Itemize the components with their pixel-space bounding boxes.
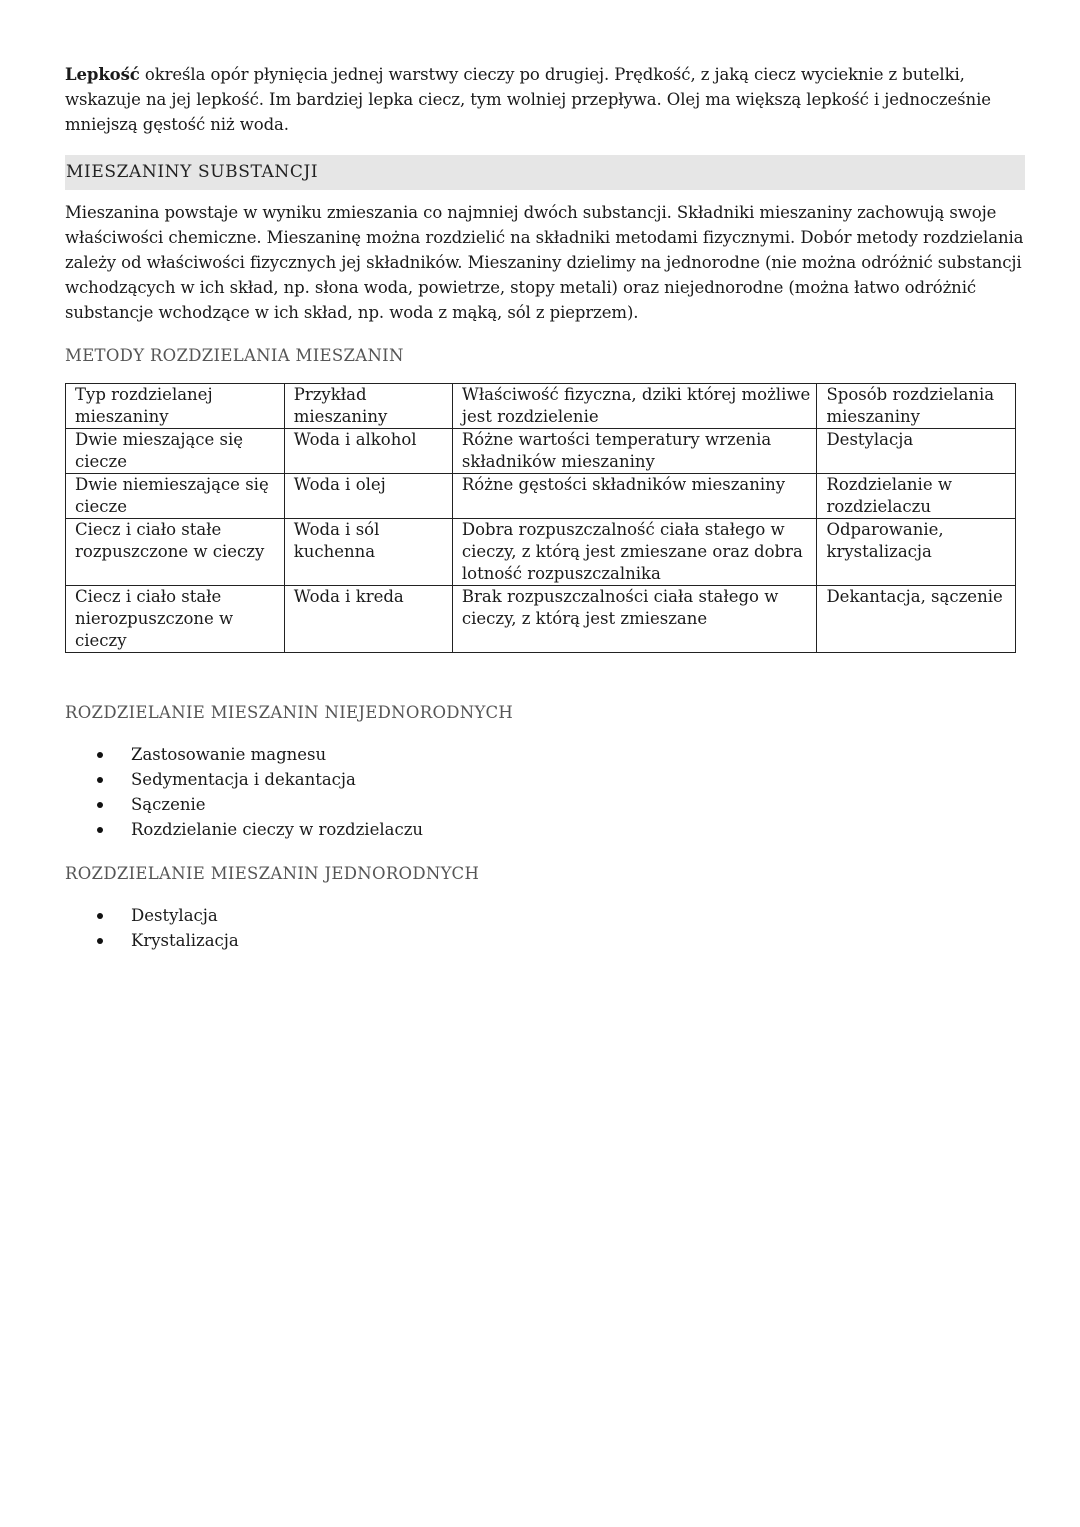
table-cell: Destylacja <box>817 429 1016 474</box>
table-row <box>66 519 1016 586</box>
list-item <box>65 767 1025 792</box>
table-cell: Woda i kreda <box>284 586 452 653</box>
intro-paragraph <box>65 62 1025 137</box>
table-row <box>66 474 1016 519</box>
intro-text: określa opór płynięcia jednej warstwy cieczy po drugiej. Prędkość, z jaką ciecz wycieknie z butelki, wskazuje na jej lepkość. Im bardziej lepka ciecz, tym wolniej przepływa. Olej ma większą lepkość i jednocześnie mniejszą gęstość niż woda. <box>65 65 991 134</box>
list-item-text: Sączenie <box>131 795 206 814</box>
list-item <box>65 903 1025 928</box>
homogeneous-list <box>65 903 1025 953</box>
table-cell: Dekantacja, sączenie <box>817 586 1016 653</box>
bullet-icon <box>97 752 103 758</box>
table-header-cell: Typ rozdzielanej mieszaniny <box>66 384 285 429</box>
heterogeneous-heading: ROZDZIELANIE MIESZANIN NIEJEDNORODNYCH <box>65 703 514 722</box>
list-item <box>65 742 1025 767</box>
table-cell: Ciecz i ciało stałe rozpuszczone w cieczy <box>66 519 285 586</box>
list-item-text: Rozdzielanie cieczy w rozdzielaczu <box>131 820 424 839</box>
table-cell: Dwie mieszające się ciecze <box>66 429 285 474</box>
list-item-text: Sedymentacja i dekantacja <box>131 770 356 789</box>
bullet-icon <box>97 827 103 833</box>
section-paragraph: Mieszanina powstaje w wyniku zmieszania co najmniej dwóch substancji. Składniki mieszaniny zachowują swoje właściwości chemiczne. Mieszaninę można rozdzielić na składniki metodami fizycznymi. Dobór metody rozdzielania zależy od właściwości fizycznych jej składników. Mieszaniny dzielimy na jednorodne (nie można odróżnić substancji wchodzących w ich skład, np. słona woda, powietrze, stopy metali) oraz niejednorodne (można łatwo odróżnić substancje wchodzące w ich skład, np. woda z mąką, sól z pieprzem). <box>65 203 1024 322</box>
table-cell: Dobra rozpuszczalność ciała stałego w cieczy, z którą jest zmieszane oraz dobra lotność rozpuszczalnika <box>452 519 817 586</box>
table-row <box>66 586 1016 653</box>
list-item-text: Krystalizacja <box>131 931 239 950</box>
table-header-cell: Właściwość fizyczna, dziki której możliwe jest rozdzielenie <box>452 384 817 429</box>
heterogeneous-list <box>65 742 1025 842</box>
table-cell: Woda i olej <box>284 474 452 519</box>
bullet-icon <box>97 938 103 944</box>
table-cell: Woda i sól kuchenna <box>284 519 452 586</box>
list-item-text: Destylacja <box>131 906 218 925</box>
list-item-text: Zastosowanie magnesu <box>131 745 327 764</box>
document-page <box>65 62 1025 953</box>
table-cell: Rozdzielanie w rozdzielaczu <box>817 474 1016 519</box>
methods-table <box>65 383 1016 653</box>
table-header-row <box>66 384 1016 429</box>
table-cell: Woda i alkohol <box>284 429 452 474</box>
table-cell: Różne wartości temperatury wrzenia składników mieszaniny <box>452 429 817 474</box>
table-cell: Różne gęstości składników mieszaniny <box>452 474 817 519</box>
table-row <box>66 429 1016 474</box>
list-item <box>65 817 1025 842</box>
bullet-icon <box>97 802 103 808</box>
table-header-cell: Przykład mieszaniny <box>284 384 452 429</box>
list-item <box>65 792 1025 817</box>
methods-heading: METODY ROZDZIELANIA MIESZANIN <box>65 346 404 365</box>
table-cell: Ciecz i ciało stałe nierozpuszczone w cieczy <box>66 586 285 653</box>
intro-term: Lepkość <box>65 65 140 84</box>
table-cell: Brak rozpuszczalności ciała stałego w cieczy, z którą jest zmieszane <box>452 586 817 653</box>
section-title: MIESZANINY SUBSTANCJI <box>65 155 1025 190</box>
bullet-icon <box>97 913 103 919</box>
homogeneous-heading: ROZDZIELANIE MIESZANIN JEDNORODNYCH <box>65 864 480 883</box>
list-item <box>65 928 1025 953</box>
table-header-cell: Sposób rozdzielania mieszaniny <box>817 384 1016 429</box>
table-cell: Dwie niemieszające się ciecze <box>66 474 285 519</box>
bullet-icon <box>97 777 103 783</box>
table-cell: Odparowanie, krystalizacja <box>817 519 1016 586</box>
